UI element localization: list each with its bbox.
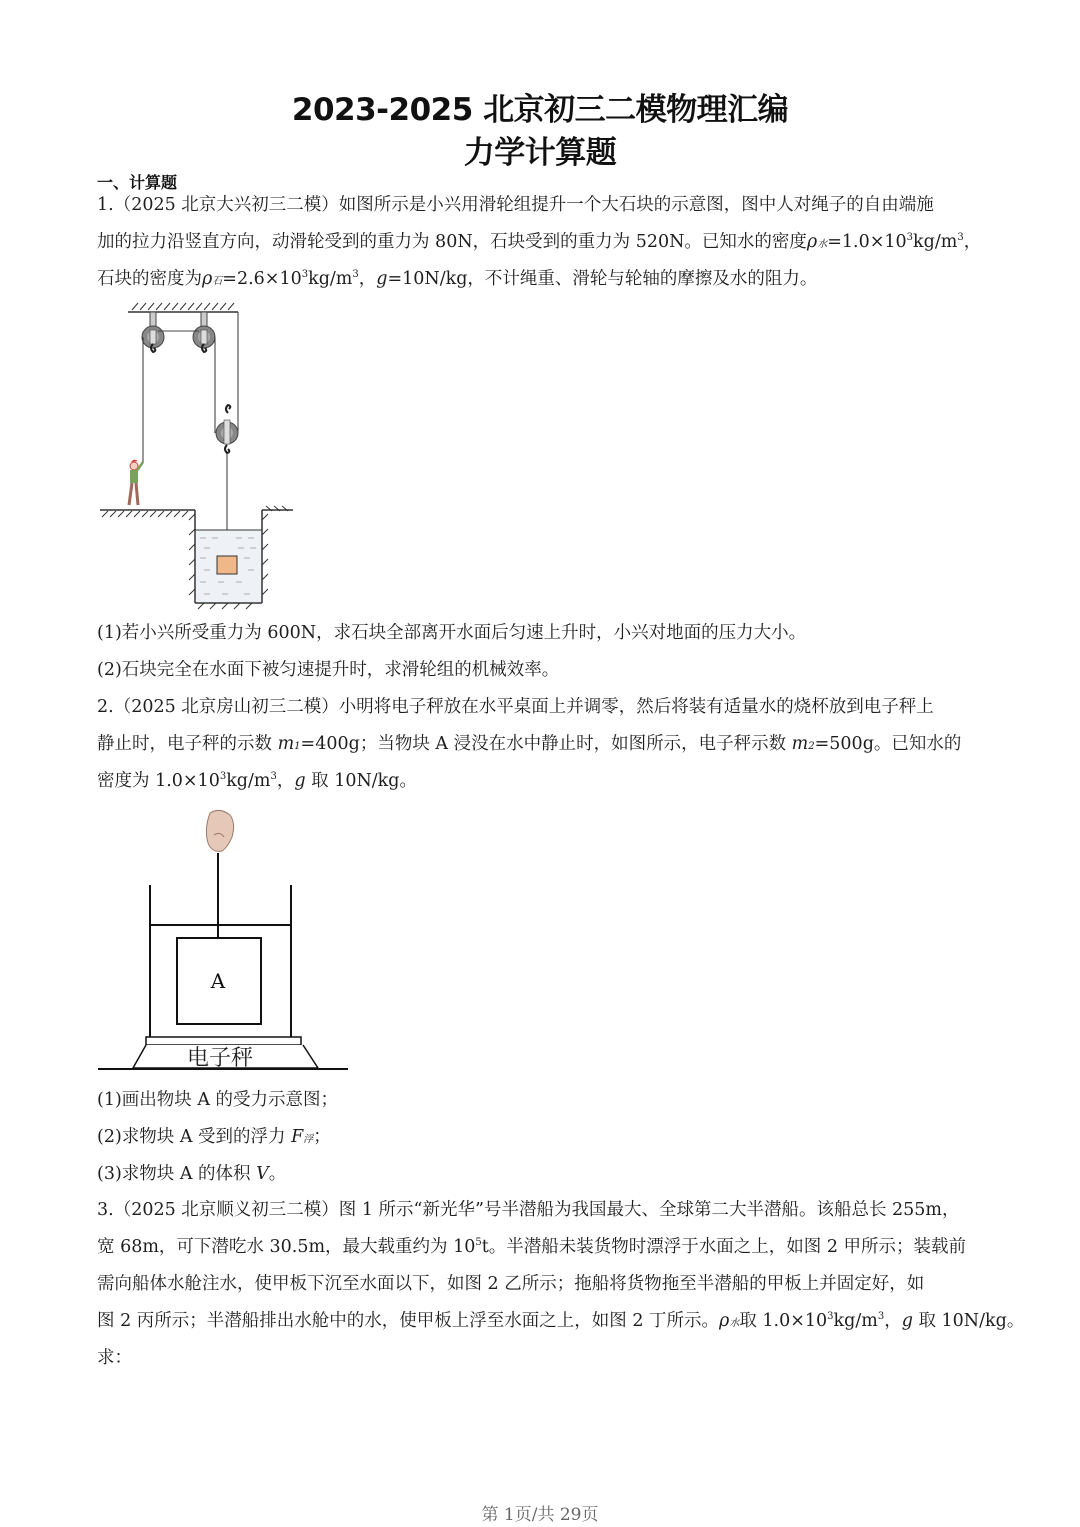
- stone-block: [217, 556, 237, 574]
- question-2-line-3: 密度为 $1.0\times 10^3kg/m^3$，g 取 10N/kg。: [97, 771, 417, 791]
- question-3-line-3: 需向船体水舱注水，使甲板下沉至水面以下，如图 2 乙所示；拖船将货物拖至半潜船的甲板上并固定好，如: [97, 1274, 925, 1294]
- question-1-line-1: 1.（2025 北京大兴初三二模）如图所示是小兴用滑轮组提升一个大石块的示意图，图中人对绳子的自由端施: [97, 195, 934, 215]
- person-icon: [129, 460, 143, 505]
- question-3-line-2: 宽 68m，可下潜吃水 30.5m，最大载重约为 $10^5t$。半潜船未装货物时漂浮于水面之上，如图 2 甲所示；装载前: [97, 1237, 967, 1257]
- question-3-line-4: 图 2 丙所示；半潜船排出水舱中的水，使甲板上浮至水面之上，如图 2 丁所示。ρ水取 $1.0\times 10^3kg/m^3$，g 取 10N/kg。: [97, 1311, 1025, 1331]
- electronic-scale-figure: [98, 805, 348, 1075]
- hand-icon: [206, 810, 233, 851]
- question-3: [97, 1192, 1025, 1377]
- document-title: 2023-2025 北京初三二模物理汇编: [291, 92, 789, 128]
- question-2-part-2: (2)求物块 A 受到的浮力 F浮；: [97, 1127, 331, 1147]
- question-2-line-2: 静止时，电子秤的示数 m1=400g；当物块 A 浸没在水中静止时，如图所示，电子秤示数 m2=500g。已知水的: [97, 734, 962, 754]
- document-subtitle: 力学计算题: [463, 135, 617, 171]
- question-1-parts: [97, 615, 987, 689]
- question-1: [97, 187, 987, 298]
- question-2-part-1: (1)画出物块 A 的受力示意图；: [97, 1090, 339, 1110]
- question-3-line-5: 求：: [97, 1348, 132, 1368]
- question-1-part-2: (2)石块完全在水面下被匀速提升时，求滑轮组的机械效率。: [97, 660, 560, 680]
- question-1-line-3: 石块的密度为ρ石$=2.6\times 10^3kg/m^3$，g=10N/kg，不计绳重、滑轮与轮轴的摩擦及水的阻力。: [97, 269, 818, 289]
- question-2: [97, 689, 987, 800]
- svg-text:A: A: [210, 969, 226, 993]
- svg-text:电子秤: 电子秤: [186, 1046, 254, 1071]
- page-number: 第 1页/共 29页: [481, 1505, 599, 1525]
- question-2-part-3: (3)求物块 A 的体积 V。: [97, 1164, 287, 1184]
- section-heading: 一、计算题: [97, 173, 178, 192]
- question-1-part-1: (1)若小兴所受重力为 600N，求石块全部离开水面后匀速上升时，小兴对地面的压力大小。: [97, 623, 807, 643]
- question-3-line-1: 3.（2025 北京顺义初三二模）图 1 所示“新光华”号半潜船为我国最大、全球第二大半潜船。该船总长 255m，: [97, 1200, 960, 1220]
- pulley-system-figure: [98, 300, 298, 610]
- question-1-line-2: 加的拉力沿竖直方向，动滑轮受到的重力为 80N，石块受到的重力为 520N。已知水的密度ρ水$=1.0\times 10^3kg/m^3$，: [97, 232, 982, 252]
- question-2-parts: [97, 1082, 987, 1193]
- question-2-line-1: 2.（2025 北京房山初三二模）小明将电子秤放在水平桌面上并调零，然后将装有适量水的烧杯放到电子秤上: [97, 697, 934, 717]
